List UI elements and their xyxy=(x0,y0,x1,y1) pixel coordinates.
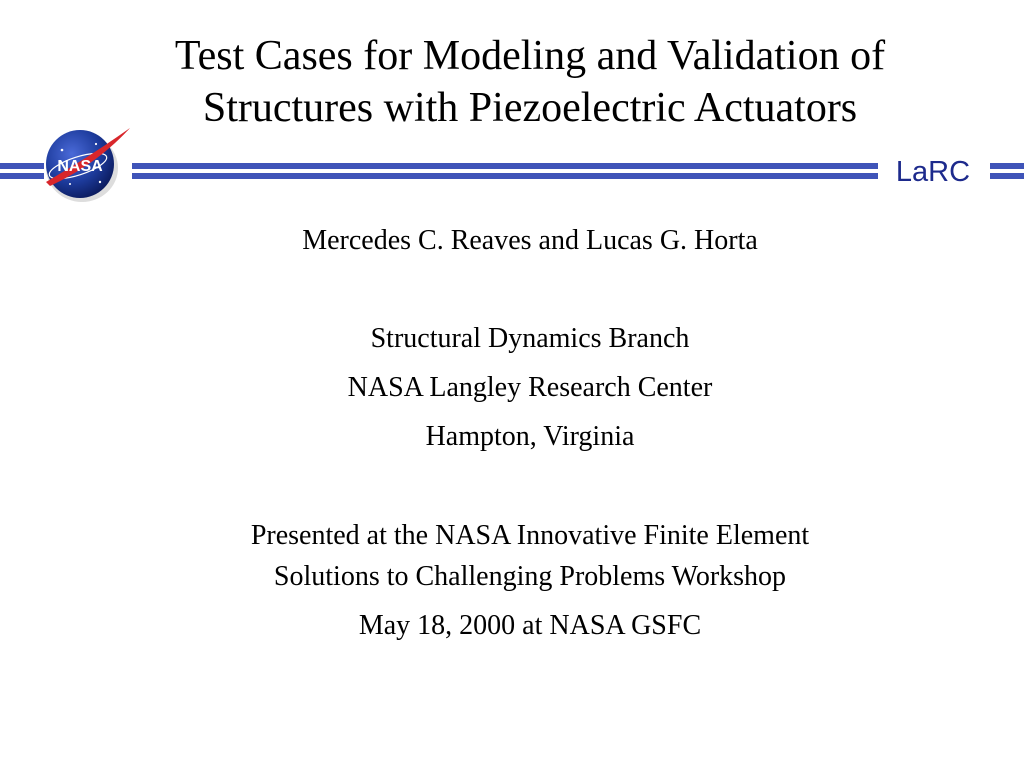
header-stripe-band xyxy=(0,160,1024,184)
date-venue-line: May 18, 2000 at NASA GSFC xyxy=(358,610,702,641)
larc-label: LaRC xyxy=(895,156,971,188)
main-stripe-bottom xyxy=(132,173,878,179)
authors-line: Mercedes C. Reaves and Lucas G. Horta xyxy=(302,225,758,256)
right-stripe-top xyxy=(990,163,1024,169)
presented-line-2: Solutions to Challenging Problems Workshop xyxy=(273,561,787,592)
logo-wordmark: NASA xyxy=(57,158,103,175)
presented-line-1: Presented at the NASA Innovative Finite Element xyxy=(250,520,810,551)
right-stripe-bottom xyxy=(990,173,1024,179)
center-line: NASA Langley Research Center xyxy=(347,372,713,403)
location-line: Hampton, Virginia xyxy=(425,421,635,452)
nasa-logo xyxy=(40,124,132,204)
title-line-2: Structures with Piezoelectric Actuators xyxy=(202,85,858,131)
main-stripe-top xyxy=(132,163,878,169)
logo-star xyxy=(69,183,71,185)
title-line-1: Test Cases for Modeling and Validation of xyxy=(174,33,886,79)
left-stripe-top xyxy=(0,163,44,169)
logo-star xyxy=(61,149,64,152)
logo-star xyxy=(99,181,101,183)
left-stripe-bottom xyxy=(0,173,44,179)
slide-title xyxy=(100,30,960,134)
logo-star xyxy=(95,143,97,145)
branch-line: Structural Dynamics Branch xyxy=(370,323,690,354)
